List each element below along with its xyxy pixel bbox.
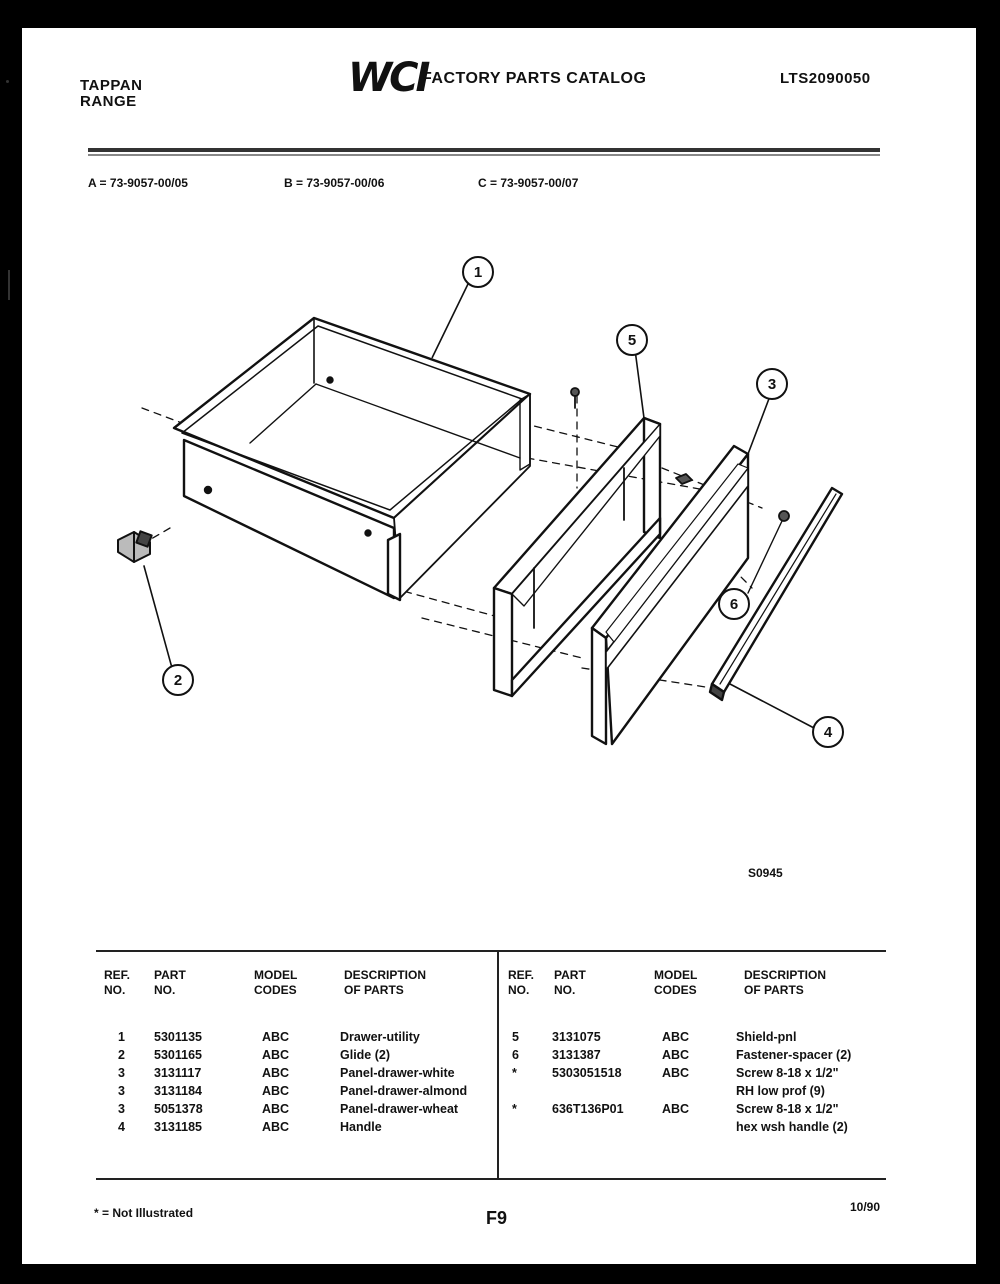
- table-top-rule: [96, 950, 886, 952]
- table-cell: Shield-pnl: [736, 1030, 797, 1044]
- callout-2: [163, 665, 193, 695]
- callout-3: [757, 369, 787, 399]
- table-cell: ABC: [662, 1048, 690, 1062]
- product-type: RANGE: [80, 93, 137, 110]
- callout-4-label: 4: [823, 724, 833, 741]
- scan-speck: [6, 80, 9, 83]
- left-codes-column: [262, 1028, 289, 1136]
- table-row: 6: [512, 1048, 519, 1062]
- exploded-drawer-diagram: [22, 28, 976, 928]
- left-part-column: [154, 1028, 203, 1136]
- scan-speck: [8, 270, 10, 300]
- left-desc-column: [340, 1028, 467, 1136]
- callout-6-label: 6: [729, 596, 739, 613]
- right-codes-column: [662, 1028, 689, 1118]
- table-cell: ABC: [262, 1120, 290, 1134]
- table-cell: 5303051518: [552, 1066, 622, 1080]
- parts-catalog-page: [22, 28, 976, 1264]
- table-row: *: [512, 1066, 517, 1080]
- header-part-no-left: PART NO.: [154, 968, 186, 997]
- callout-4: [813, 717, 843, 747]
- table-row: 5: [512, 1030, 519, 1044]
- page-number: F9: [486, 1208, 508, 1228]
- catalog-title: FACTORY PARTS CATALOG: [422, 70, 647, 87]
- table-column-divider: [497, 950, 499, 1180]
- table-cell: ABC: [262, 1066, 290, 1080]
- table-cell: 3131387: [552, 1048, 601, 1062]
- table-cell: 3131075: [552, 1030, 601, 1044]
- right-part-column: [552, 1028, 624, 1118]
- callout-1: [432, 257, 493, 358]
- table-cell: ABC: [262, 1084, 290, 1098]
- table-cell: ABC: [262, 1102, 290, 1116]
- callout-5: [617, 325, 647, 355]
- table-cell: Panel-drawer-white: [340, 1066, 455, 1080]
- not-illustrated-note: * = Not Illustrated: [94, 1206, 194, 1220]
- callout-5-label: 5: [627, 332, 637, 349]
- table-row: 2: [118, 1048, 125, 1062]
- table-row: 3: [118, 1084, 125, 1098]
- wci-logo: WCI: [348, 55, 428, 101]
- header-model-codes-left: MODEL CODES: [254, 968, 298, 997]
- table-cell: ABC: [662, 1030, 690, 1044]
- header-model-codes-right: MODEL CODES: [654, 968, 698, 997]
- model-code-b: B = 73-9057-00/06: [284, 176, 385, 190]
- callout-2-label: 2: [173, 672, 183, 689]
- table-cell: ABC: [662, 1066, 690, 1080]
- table-cell: Drawer-utility: [340, 1030, 420, 1044]
- brand-name: TAPPAN: [80, 77, 143, 94]
- table-cell: ABC: [262, 1048, 290, 1062]
- part-glide: [118, 531, 172, 668]
- table-cell: Screw 8-18 x 1/2": [736, 1066, 839, 1080]
- model-code-a: A = 73-9057-00/05: [88, 176, 188, 190]
- header-ref-no-right: REF. NO.: [508, 968, 535, 997]
- table-cell: 5051378: [154, 1102, 203, 1116]
- table-cell: Panel-drawer-wheat: [340, 1102, 459, 1116]
- table-row: 3: [118, 1102, 125, 1116]
- right-desc-column: [736, 1028, 851, 1136]
- table-cell: Panel-drawer-almond: [340, 1084, 468, 1098]
- table-row: 3: [118, 1066, 125, 1080]
- table-row: *: [512, 1102, 517, 1116]
- table-cell: 636T136P01: [552, 1102, 624, 1116]
- table-cell: Fastener-spacer (2): [736, 1048, 852, 1062]
- callout-6: [719, 589, 749, 619]
- header-description-left: DESCRIPTION OF PARTS: [344, 968, 427, 997]
- table-cell: Handle: [340, 1120, 382, 1134]
- table-cell: 5301135: [154, 1030, 202, 1044]
- right-ref-column: [512, 1028, 519, 1118]
- table-cell: hex wsh handle (2): [736, 1120, 848, 1134]
- table-cell: 3131185: [154, 1120, 202, 1134]
- table-cell: 3131184: [154, 1084, 202, 1098]
- table-cell: ABC: [662, 1102, 690, 1116]
- table-bottom-rule: [96, 1178, 886, 1180]
- model-code-c: C = 73-9057-00/07: [478, 176, 579, 190]
- table-cell: RH low prof (9): [736, 1084, 825, 1098]
- revision-date: 10/90: [850, 1200, 881, 1214]
- left-ref-column: [118, 1028, 125, 1136]
- callout-3-label: 3: [767, 376, 777, 393]
- table-cell: Glide (2): [340, 1048, 391, 1062]
- figure-id: S0945: [748, 866, 783, 880]
- header-description-right: DESCRIPTION OF PARTS: [744, 968, 827, 997]
- catalog-number: LTS2090050: [780, 70, 871, 87]
- header-part-no-right: PART NO.: [554, 968, 586, 997]
- header-ref-no-left: REF. NO.: [104, 968, 131, 997]
- table-cell: 5301165: [154, 1048, 202, 1062]
- callout-1-label: 1: [473, 264, 483, 281]
- table-row: 4: [118, 1120, 125, 1134]
- part-drawer-utility: [174, 318, 530, 600]
- table-cell: 3131117: [154, 1066, 202, 1080]
- table-cell: ABC: [262, 1030, 290, 1044]
- table-cell: Screw 8-18 x 1/2": [736, 1102, 839, 1116]
- table-row: 1: [118, 1030, 125, 1044]
